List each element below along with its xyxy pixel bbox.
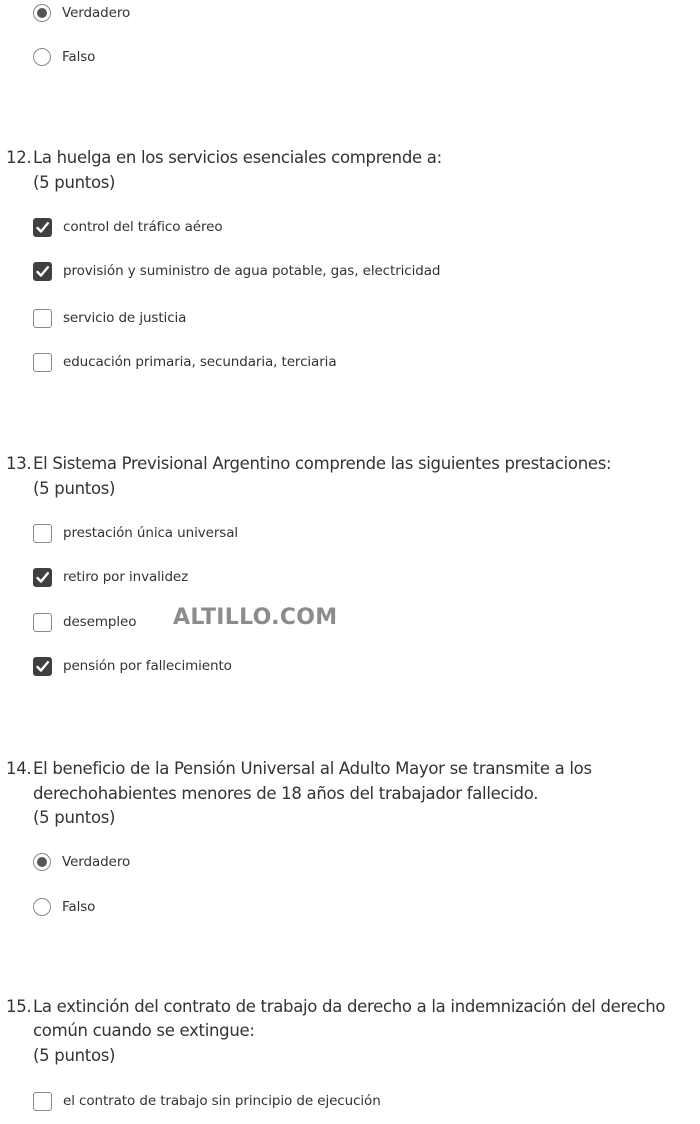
- checkbox-checked[interactable]: [33, 568, 52, 587]
- checkmark-icon: [35, 570, 50, 585]
- option-label: prestación única universal: [63, 525, 239, 541]
- q13-option-prestacion-unica[interactable]: [33, 522, 238, 544]
- watermark: ALTILLO.COM: [173, 605, 338, 630]
- question-number: 15.: [6, 997, 32, 1016]
- checkbox[interactable]: [33, 353, 52, 372]
- radio-button[interactable]: [33, 898, 51, 916]
- checkbox[interactable]: [33, 613, 52, 632]
- question-number: 13.: [6, 454, 32, 473]
- q13-option-desempleo[interactable]: [33, 611, 136, 633]
- option-label: retiro por invalidez: [63, 569, 189, 585]
- question-text: La huelga en los servicios esenciales comprende a:: [33, 148, 442, 167]
- option-label: control del tráfico aéreo: [63, 219, 223, 235]
- checkbox-checked[interactable]: [33, 657, 52, 676]
- checkbox-checked[interactable]: [33, 262, 52, 281]
- q13-option-pension-fallecimiento[interactable]: [33, 655, 232, 677]
- option-label: Verdadero: [62, 854, 131, 870]
- checkmark-icon: [35, 264, 50, 279]
- q11-option-verdadero[interactable]: [33, 2, 130, 24]
- q14-option-verdadero[interactable]: [33, 851, 130, 873]
- q12-option-agua-gas-electricidad[interactable]: [33, 260, 440, 282]
- q13-option-retiro-invalidez[interactable]: [33, 566, 188, 588]
- option-label: Verdadero: [62, 5, 131, 21]
- checkbox-checked[interactable]: [33, 218, 52, 237]
- q11-option-falso[interactable]: [33, 46, 95, 68]
- option-label: pensión por fallecimiento: [63, 658, 232, 674]
- question-points: (5 puntos): [33, 1046, 116, 1065]
- checkbox[interactable]: [33, 1092, 52, 1111]
- question-text-line1: El beneficio de la Pensión Universal al Adulto Mayor se transmite a los: [33, 759, 592, 778]
- q12-option-justicia[interactable]: [33, 307, 186, 329]
- q15-option-sin-principio-ejecucion[interactable]: [33, 1090, 381, 1112]
- checkbox[interactable]: [33, 524, 52, 543]
- question-points: (5 puntos): [33, 808, 116, 827]
- option-label: servicio de justicia: [63, 310, 187, 326]
- option-label: educación primaria, secundaria, terciaria: [63, 354, 337, 370]
- question-text-line2: común cuando se extingue:: [33, 1021, 255, 1040]
- q14-option-falso[interactable]: [33, 896, 95, 918]
- question-text: El Sistema Previsional Argentino comprende las siguientes prestaciones:: [33, 454, 612, 473]
- option-label: Falso: [62, 899, 96, 915]
- question-text-line2: derechohabientes menores de 18 años del trabajador fallecido.: [33, 784, 539, 803]
- option-label: Falso: [62, 49, 96, 65]
- question-number: 14.: [6, 759, 32, 778]
- question-points: (5 puntos): [33, 479, 116, 498]
- option-label: provisión y suministro de agua potable, gas, electricidad: [63, 263, 441, 279]
- radio-button-selected[interactable]: [33, 4, 51, 22]
- q12-option-educacion[interactable]: [33, 351, 337, 373]
- checkmark-icon: [35, 220, 50, 235]
- option-label: el contrato de trabajo sin principio de ejecución: [63, 1093, 381, 1109]
- checkbox[interactable]: [33, 309, 52, 328]
- question-points: (5 puntos): [33, 173, 116, 192]
- question-text-line1: La extinción del contrato de trabajo da derecho a la indemnización del derecho: [33, 997, 666, 1016]
- q12-option-trafico-aereo[interactable]: [33, 216, 223, 238]
- checkmark-icon: [35, 659, 50, 674]
- option-label: desempleo: [63, 614, 137, 630]
- question-number: 12.: [6, 148, 32, 167]
- radio-button[interactable]: [33, 48, 51, 66]
- radio-button-selected[interactable]: [33, 853, 51, 871]
